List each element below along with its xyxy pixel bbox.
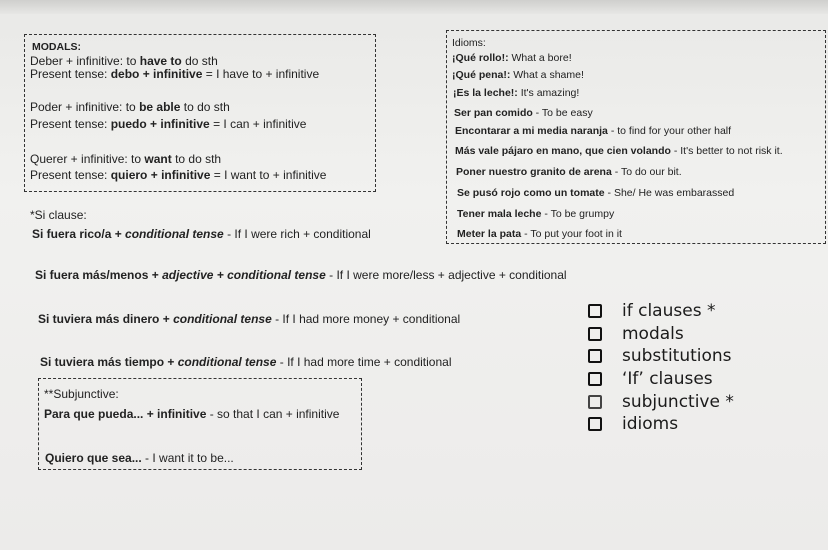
poder-present: Present tense: puedo + infinitive = I can + infinitive bbox=[30, 117, 307, 131]
deber-definition: Deber + infinitive: to have to do sth bbox=[30, 54, 218, 68]
checkbox[interactable] bbox=[588, 372, 602, 386]
querer-present: Present tense: quiero + infinitive = I want to + infinitive bbox=[30, 168, 327, 182]
idioms-heading: Idioms: bbox=[452, 37, 486, 49]
topic-checklist bbox=[588, 300, 734, 436]
checkbox[interactable] bbox=[588, 327, 602, 341]
idiom-item: ¡Qué pena!: What a shame! bbox=[452, 69, 584, 81]
checklist-item[interactable]: modals bbox=[588, 323, 734, 346]
modals-heading: MODALS: bbox=[32, 41, 81, 53]
checklist-item[interactable]: ‘If’ clauses bbox=[588, 368, 734, 391]
checklist-item[interactable]: substitutions bbox=[588, 345, 734, 368]
checkbox[interactable] bbox=[588, 304, 602, 318]
si-clause-item: Si tuviera más tiempo + conditional tense - If I had more time + conditional bbox=[40, 355, 452, 369]
checkbox[interactable] bbox=[588, 349, 602, 363]
poder-definition: Poder + infinitive: to be able to do sth bbox=[30, 100, 230, 114]
idiom-item: Se pusó rojo como un tomate - She/ He was embarassed bbox=[457, 187, 735, 199]
si-clause-item: Si tuviera más dinero + conditional tense - If I had more money + conditional bbox=[38, 312, 461, 326]
checklist-item[interactable]: if clauses * bbox=[588, 300, 734, 323]
checkbox[interactable] bbox=[588, 417, 602, 431]
paper-top-edge bbox=[0, 0, 828, 14]
idiom-item: Más vale pájaro en mano, que cien volando - It's better to not risk it. bbox=[455, 145, 783, 157]
idiom-item: Poner nuestro granito de arena - To do our bit. bbox=[456, 166, 682, 178]
idiom-item: Encontarar a mi media naranja - to find for your other half bbox=[455, 125, 732, 137]
checkbox[interactable] bbox=[588, 395, 602, 409]
subjunctive-item: Para que pueda... + infinitive - so that I can + infinitive bbox=[44, 407, 340, 421]
querer-definition: Querer + infinitive: to want to do sth bbox=[30, 152, 222, 166]
deber-present: Present tense: debo + infinitive = I have to + infinitive bbox=[30, 67, 320, 81]
subjunctive-item: Quiero que sea... - I want it to be... bbox=[45, 451, 234, 465]
idiom-item: ¡Qué rollo!: What a bore! bbox=[452, 52, 572, 64]
si-clause-heading: *Si clause: bbox=[30, 208, 87, 222]
idiom-item: Tener mala leche - To be grumpy bbox=[457, 208, 615, 220]
subjunctive-heading: **Subjunctive: bbox=[44, 387, 119, 401]
idiom-item: Meter la pata - To put your foot in it bbox=[457, 228, 622, 240]
checklist-item[interactable]: subjunctive * bbox=[588, 390, 734, 413]
si-clause-item: Si fuera rico/a + conditional tense - If I were rich + conditional bbox=[32, 227, 371, 241]
idiom-item: ¡Es la leche!: It's amazing! bbox=[453, 87, 580, 99]
si-clause-item: Si fuera más/menos + adjective + conditional tense - If I were more/less + adjective + conditional bbox=[35, 268, 567, 282]
idiom-item: Ser pan comido - To be easy bbox=[454, 107, 593, 119]
checklist-item[interactable]: idioms bbox=[588, 413, 734, 436]
